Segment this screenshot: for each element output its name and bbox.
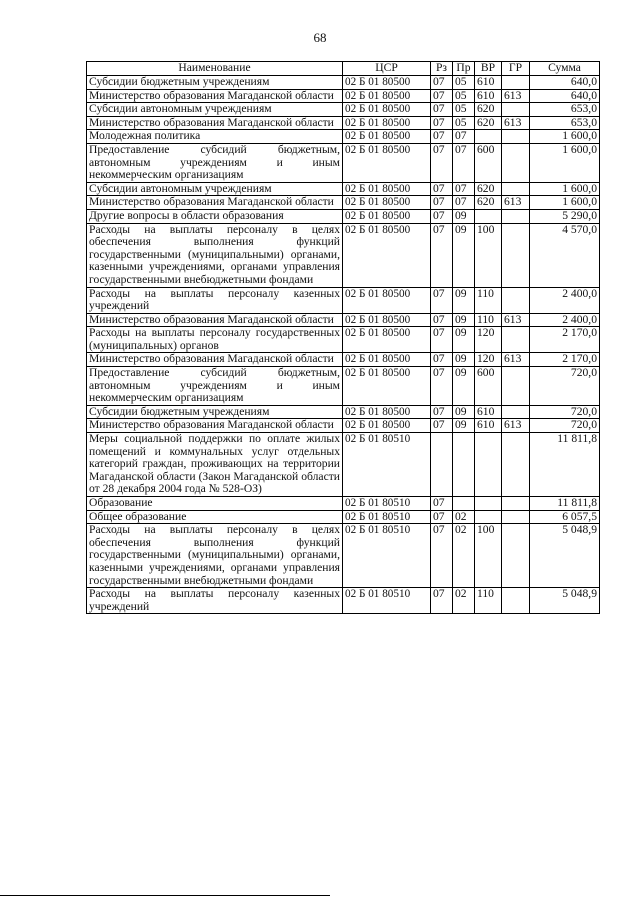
cell-csr: 02 Б 01 80510 (343, 510, 431, 524)
cell-sum: 4 570,0 (530, 223, 600, 287)
cell-rz: 07 (431, 405, 453, 419)
cell-name: Предоставление субсидий бюджетным, автономным учреждениям и иным некоммерческим организациям (87, 143, 343, 182)
cell-csr: 02 Б 01 80500 (343, 76, 431, 90)
cell-pr: 05 (453, 103, 475, 117)
header-pr: Пр (453, 62, 475, 76)
cell-pr: 02 (453, 588, 475, 614)
cell-csr: 02 Б 01 80500 (343, 182, 431, 196)
table-row (87, 130, 600, 144)
table-row (87, 524, 600, 588)
cell-csr: 02 Б 01 80500 (343, 89, 431, 103)
table-row (87, 116, 600, 130)
cell-pr: 07 (453, 196, 475, 210)
cell-rz: 07 (431, 130, 453, 144)
cell-sum: 1 600,0 (530, 196, 600, 210)
cell-vr: 110 (475, 588, 502, 614)
cell-gr: 613 (502, 116, 530, 130)
table-row (87, 103, 600, 117)
header-sum: Сумма (530, 62, 600, 76)
cell-pr (453, 497, 475, 511)
table-row (87, 313, 600, 327)
cell-name: Образование (87, 497, 343, 511)
cell-gr (502, 209, 530, 223)
table-row (87, 433, 600, 497)
cell-name: Расходы на выплаты персоналу казенных учреждений (87, 588, 343, 614)
table-row (87, 89, 600, 103)
page-number: 68 (313, 30, 327, 45)
cell-pr: 07 (453, 143, 475, 182)
cell-pr: 09 (453, 313, 475, 327)
cell-vr: 120 (475, 353, 502, 367)
cell-gr (502, 182, 530, 196)
cell-pr: 05 (453, 76, 475, 90)
cell-sum: 11 811,8 (530, 497, 600, 511)
cell-rz: 07 (431, 419, 453, 433)
table-row (87, 367, 600, 406)
cell-sum: 5 048,9 (530, 588, 600, 614)
cell-csr: 02 Б 01 80500 (343, 103, 431, 117)
cell-name: Министерство образования Магаданской области (87, 419, 343, 433)
cell-name: Расходы на выплаты персоналу казенных учреждений (87, 287, 343, 313)
table-row (87, 510, 600, 524)
cell-csr: 02 Б 01 80500 (343, 116, 431, 130)
cell-sum: 5 290,0 (530, 209, 600, 223)
cell-gr (502, 367, 530, 406)
cell-pr: 09 (453, 209, 475, 223)
cell-name: Субсидии бюджетным учреждениям (87, 76, 343, 90)
cell-csr: 02 Б 01 80500 (343, 367, 431, 406)
cell-sum: 1 600,0 (530, 130, 600, 144)
cell-vr (475, 130, 502, 144)
cell-gr: 613 (502, 419, 530, 433)
table-body (87, 76, 600, 614)
cell-rz: 07 (431, 588, 453, 614)
cell-vr: 100 (475, 524, 502, 588)
table-row (87, 327, 600, 353)
cell-name: Расходы на выплаты персоналу в целях обеспечения выполнения функций государственными (муниципальными) органами, казенными учреждениями, органами управления государственными внебюджетными фондами (87, 223, 343, 287)
cell-gr (502, 130, 530, 144)
cell-vr: 100 (475, 223, 502, 287)
cell-name: Молодежная политика (87, 130, 343, 144)
cell-name: Министерство образования Магаданской области (87, 353, 343, 367)
cell-rz: 07 (431, 89, 453, 103)
cell-sum: 640,0 (530, 76, 600, 90)
cell-pr: 07 (453, 182, 475, 196)
cell-pr: 09 (453, 419, 475, 433)
cell-csr: 02 Б 01 80500 (343, 196, 431, 210)
cell-csr: 02 Б 01 80500 (343, 353, 431, 367)
cell-rz: 07 (431, 510, 453, 524)
cell-rz: 07 (431, 497, 453, 511)
cell-pr: 05 (453, 116, 475, 130)
cell-rz (431, 433, 453, 497)
cell-vr (475, 209, 502, 223)
cell-csr: 02 Б 01 80500 (343, 419, 431, 433)
cell-vr: 620 (475, 182, 502, 196)
table-row (87, 196, 600, 210)
cell-vr: 610 (475, 405, 502, 419)
cell-vr: 600 (475, 143, 502, 182)
cell-gr: 613 (502, 196, 530, 210)
cell-gr (502, 510, 530, 524)
cell-name: Меры социальной поддержки по оплате жилых помещений и коммунальных услуг отдельных категорий граждан, проживающих на территории Магаданской области (Закон Магаданской области от 28 декабря 2004 года № 528-ОЗ) (87, 433, 343, 497)
cell-name: Министерство образования Магаданской области (87, 196, 343, 210)
table-row (87, 223, 600, 287)
cell-gr (502, 433, 530, 497)
cell-name: Министерство образования Магаданской области (87, 313, 343, 327)
table-row (87, 353, 600, 367)
cell-pr: 02 (453, 510, 475, 524)
cell-gr: 613 (502, 313, 530, 327)
table-row (87, 209, 600, 223)
table-row (87, 497, 600, 511)
header-vr: ВР (475, 62, 502, 76)
cell-gr: 613 (502, 353, 530, 367)
cell-pr: 09 (453, 405, 475, 419)
cell-sum: 5 048,9 (530, 524, 600, 588)
cell-rz: 07 (431, 327, 453, 353)
cell-rz: 07 (431, 196, 453, 210)
table-row (87, 287, 600, 313)
cell-name: Расходы на выплаты персоналу государственных (муниципальных) органов (87, 327, 343, 353)
cell-csr: 02 Б 01 80500 (343, 223, 431, 287)
cell-vr (475, 497, 502, 511)
table-row (87, 588, 600, 614)
cell-rz: 07 (431, 313, 453, 327)
cell-name: Расходы на выплаты персоналу в целях обеспечения выполнения функций государственными (муниципальными) органами, казенными учреждениями, органами управления государственными внебюджетными фондами (87, 524, 343, 588)
cell-csr: 02 Б 01 80510 (343, 524, 431, 588)
cell-rz: 07 (431, 116, 453, 130)
cell-name: Субсидии автономным учреждениям (87, 103, 343, 117)
cell-sum: 653,0 (530, 103, 600, 117)
cell-sum: 720,0 (530, 367, 600, 406)
cell-sum: 2 170,0 (530, 353, 600, 367)
cell-pr: 09 (453, 327, 475, 353)
cell-name: Министерство образования Магаданской области (87, 116, 343, 130)
cell-sum: 6 057,5 (530, 510, 600, 524)
cell-gr (502, 327, 530, 353)
cell-csr: 02 Б 01 80500 (343, 405, 431, 419)
cell-pr: 09 (453, 223, 475, 287)
cell-gr (502, 497, 530, 511)
cell-gr (502, 287, 530, 313)
cell-gr (502, 405, 530, 419)
cell-gr (502, 143, 530, 182)
cell-pr: 02 (453, 524, 475, 588)
cell-gr (502, 524, 530, 588)
cell-gr (502, 103, 530, 117)
table-row (87, 76, 600, 90)
cell-vr: 620 (475, 103, 502, 117)
cell-name: Министерство образования Магаданской области (87, 89, 343, 103)
cell-csr: 02 Б 01 80500 (343, 313, 431, 327)
cell-sum: 2 400,0 (530, 287, 600, 313)
cell-sum: 1 600,0 (530, 182, 600, 196)
cell-vr (475, 433, 502, 497)
cell-rz: 07 (431, 209, 453, 223)
cell-rz: 07 (431, 367, 453, 406)
cell-pr: 09 (453, 367, 475, 406)
cell-rz: 07 (431, 353, 453, 367)
cell-csr: 02 Б 01 80500 (343, 327, 431, 353)
cell-vr (475, 510, 502, 524)
cell-sum: 2 170,0 (530, 327, 600, 353)
cell-sum: 2 400,0 (530, 313, 600, 327)
cell-name: Субсидии автономным учреждениям (87, 182, 343, 196)
cell-vr: 610 (475, 419, 502, 433)
cell-gr (502, 223, 530, 287)
cell-csr: 02 Б 01 80510 (343, 588, 431, 614)
cell-rz: 07 (431, 103, 453, 117)
cell-sum: 653,0 (530, 116, 600, 130)
budget-table (86, 61, 600, 614)
cell-vr: 120 (475, 327, 502, 353)
cell-vr: 110 (475, 313, 502, 327)
cell-csr: 02 Б 01 80510 (343, 433, 431, 497)
cell-vr: 600 (475, 367, 502, 406)
cell-rz: 07 (431, 76, 453, 90)
cell-name: Общее образование (87, 510, 343, 524)
cell-name: Предоставление субсидий бюджетным, автономным учреждениям и иным некоммерческим организациям (87, 367, 343, 406)
cell-pr: 05 (453, 89, 475, 103)
cell-gr (502, 76, 530, 90)
header-gr: ГР (502, 62, 530, 76)
table-header-row (87, 62, 600, 76)
cell-rz: 07 (431, 223, 453, 287)
cell-rz: 07 (431, 182, 453, 196)
table-row (87, 182, 600, 196)
cell-name: Другие вопросы в области образования (87, 209, 343, 223)
cell-rz: 07 (431, 287, 453, 313)
cell-vr: 610 (475, 76, 502, 90)
cell-gr (502, 588, 530, 614)
cell-vr: 620 (475, 196, 502, 210)
cell-csr: 02 Б 01 80510 (343, 497, 431, 511)
cell-rz: 07 (431, 143, 453, 182)
cell-sum: 11 811,8 (530, 433, 600, 497)
header-csr: ЦСР (343, 62, 431, 76)
cell-pr (453, 433, 475, 497)
cell-rz: 07 (431, 524, 453, 588)
cell-pr: 09 (453, 353, 475, 367)
table-row (87, 419, 600, 433)
cell-vr: 620 (475, 116, 502, 130)
cell-csr: 02 Б 01 80500 (343, 143, 431, 182)
header-rz: Рз (431, 62, 453, 76)
cell-csr: 02 Б 01 80500 (343, 130, 431, 144)
table-row (87, 143, 600, 182)
cell-vr: 610 (475, 89, 502, 103)
cell-sum: 640,0 (530, 89, 600, 103)
cell-vr: 110 (475, 287, 502, 313)
cell-pr: 07 (453, 130, 475, 144)
cell-gr: 613 (502, 89, 530, 103)
cell-csr: 02 Б 01 80500 (343, 209, 431, 223)
cell-name: Субсидии бюджетным учреждениям (87, 405, 343, 419)
cell-csr: 02 Б 01 80500 (343, 287, 431, 313)
footer-rule (0, 895, 330, 896)
cell-pr: 09 (453, 287, 475, 313)
header-name: Наименование (87, 62, 343, 76)
cell-sum: 720,0 (530, 419, 600, 433)
cell-sum: 1 600,0 (530, 143, 600, 182)
table-row (87, 405, 600, 419)
cell-sum: 720,0 (530, 405, 600, 419)
